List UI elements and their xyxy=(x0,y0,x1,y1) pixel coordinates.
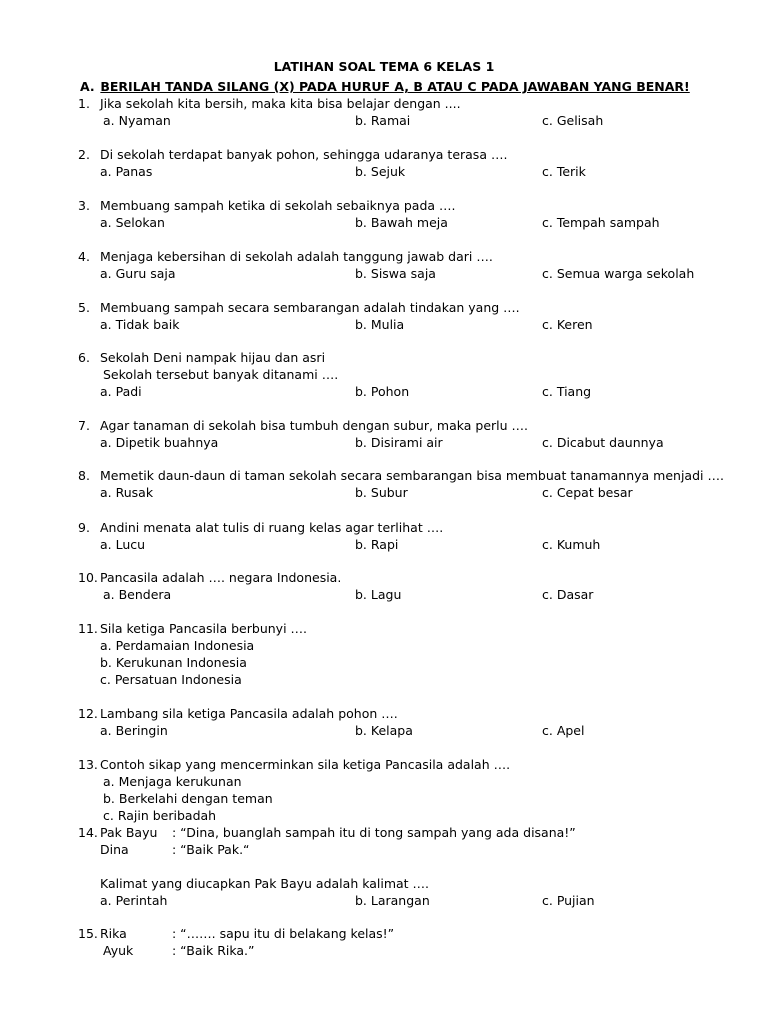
option-c[interactable]: c. Tempah sampah xyxy=(542,215,660,230)
question-text: Sila ketiga Pancasila berbunyi …. xyxy=(100,621,307,636)
option-b[interactable]: b. Ramai xyxy=(355,113,411,128)
dialogue-line-1: : “……. sapu itu di belakang kelas!” xyxy=(172,926,395,941)
dialogue-speaker-1: Rika xyxy=(100,926,127,941)
option-c[interactable]: c. Kumuh xyxy=(542,537,601,552)
question-number: 4. xyxy=(78,249,90,264)
question-text: Menjaga kebersihan di sekolah adalah tanggung jawab dari …. xyxy=(100,249,493,264)
option-a[interactable]: a. Panas xyxy=(100,164,153,179)
option-a[interactable]: a. Rusak xyxy=(100,485,154,500)
question-text-line-2: Sekolah tersebut banyak ditanami …. xyxy=(103,367,339,382)
question-number: 11. xyxy=(78,621,98,636)
question-text: Membuang sampah ketika di sekolah sebaiknya pada …. xyxy=(100,198,456,213)
option-b[interactable]: b. Sejuk xyxy=(355,164,406,179)
option-a[interactable]: a. Padi xyxy=(100,384,142,399)
option-a[interactable]: a. Lucu xyxy=(100,537,146,552)
option-b[interactable]: b. Berkelahi dengan teman xyxy=(103,791,273,806)
question-number: 15. xyxy=(78,926,98,941)
option-b[interactable]: b. Siswa saja xyxy=(355,266,436,281)
option-b[interactable]: b. Mulia xyxy=(355,317,405,332)
question-text: Pancasila adalah …. negara Indonesia. xyxy=(100,570,342,585)
question-number: 9. xyxy=(78,520,90,535)
question-9 xyxy=(78,519,718,553)
option-c[interactable]: c. Gelisah xyxy=(542,113,604,128)
question-number: 6. xyxy=(78,350,90,365)
option-a[interactable]: a. Perintah xyxy=(100,893,168,908)
option-b[interactable]: b. Disirami air xyxy=(355,435,443,450)
option-b[interactable]: b. Kelapa xyxy=(355,723,413,738)
dialogue-speaker-1: Pak Bayu xyxy=(100,825,158,840)
question-text: Lambang sila ketiga Pancasila adalah pohon …. xyxy=(100,706,398,721)
question-number: 12. xyxy=(78,706,98,721)
question-number: 2. xyxy=(78,147,90,162)
option-b[interactable]: b. Kerukunan Indonesia xyxy=(100,655,247,670)
dialogue-line-2: : “Baik Rika.” xyxy=(172,943,255,958)
question-number: 8. xyxy=(78,468,90,483)
question-text: Sekolah Deni nampak hijau dan asri xyxy=(100,350,326,365)
question-10 xyxy=(78,569,718,603)
dialogue-speaker-2: Dina xyxy=(100,842,129,857)
question-text: Agar tanaman di sekolah bisa tumbuh dengan subur, maka perlu …. xyxy=(100,418,529,433)
option-a[interactable]: a. Dipetik buahnya xyxy=(100,435,219,450)
option-c[interactable]: c. Tiang xyxy=(542,384,592,399)
section-label: A. xyxy=(80,79,95,94)
option-a[interactable]: a. Perdamaian Indonesia xyxy=(100,638,255,653)
option-b[interactable]: b. Bawah meja xyxy=(355,215,448,230)
question-text: Contoh sikap yang mencerminkan sila ketiga Pancasila adalah …. xyxy=(100,757,511,772)
question-13 xyxy=(78,756,718,824)
question-7 xyxy=(78,417,718,451)
option-c[interactable]: c. Persatuan Indonesia xyxy=(100,672,242,687)
question-text: Kalimat yang diucapkan Pak Bayu adalah kalimat …. xyxy=(100,876,430,891)
option-c[interactable]: c. Rajin beribadah xyxy=(103,808,217,823)
option-a[interactable]: a. Nyaman xyxy=(103,113,171,128)
question-text: Membuang sampah secara sembarangan adalah tindakan yang …. xyxy=(100,300,520,315)
page-title: LATIHAN SOAL TEMA 6 KELAS 1 xyxy=(273,59,495,74)
option-b[interactable]: b. Larangan xyxy=(355,893,430,908)
option-b[interactable]: b. Pohon xyxy=(355,384,410,399)
option-c[interactable]: c. Terik xyxy=(542,164,586,179)
question-number: 5. xyxy=(78,300,90,315)
question-12 xyxy=(78,705,718,739)
option-c[interactable]: c. Apel xyxy=(542,723,585,738)
instruction-text: BERILAH TANDA SILANG (X) PADA HURUF A, B ATAU C PADA JAWABAN YANG BENAR! xyxy=(100,79,690,94)
question-2 xyxy=(78,146,718,180)
question-number: 10. xyxy=(78,570,98,585)
question-text: Memetik daun-daun di taman sekolah secara sembarangan bisa membuat tanamannya menjadi …. xyxy=(100,468,724,483)
option-c[interactable]: c. Pujian xyxy=(542,893,595,908)
dialogue-line-1: : “Dina, buanglah sampah itu di tong sampah yang ada disana!” xyxy=(172,825,576,840)
dialogue-line-2: : “Baik Pak.“ xyxy=(172,842,250,857)
question-4 xyxy=(78,248,718,282)
question-6 xyxy=(78,349,718,400)
question-text: Andini menata alat tulis di ruang kelas agar terlihat …. xyxy=(100,520,444,535)
question-5 xyxy=(78,299,718,333)
option-a[interactable]: a. Menjaga kerukunan xyxy=(103,774,242,789)
question-3 xyxy=(78,197,718,231)
question-1 xyxy=(78,95,718,129)
option-a[interactable]: a. Selokan xyxy=(100,215,165,230)
option-a[interactable]: a. Beringin xyxy=(100,723,168,738)
option-a[interactable]: a. Tidak baik xyxy=(100,317,180,332)
option-c[interactable]: c. Dicabut daunnya xyxy=(542,435,664,450)
option-b[interactable]: b. Subur xyxy=(355,485,408,500)
question-number: 3. xyxy=(78,198,90,213)
option-c[interactable]: c. Cepat besar xyxy=(542,485,633,500)
option-b[interactable]: b. Lagu xyxy=(355,587,402,602)
option-b[interactable]: b. Rapi xyxy=(355,537,399,552)
option-c[interactable]: c. Keren xyxy=(542,317,593,332)
question-8 xyxy=(78,467,724,501)
option-c[interactable]: c. Semua warga sekolah xyxy=(542,266,695,281)
question-number: 7. xyxy=(78,418,90,433)
question-number: 14. xyxy=(78,825,98,840)
dialogue-speaker-2: Ayuk xyxy=(103,943,134,958)
question-number: 1. xyxy=(78,96,90,111)
section-instruction xyxy=(80,78,690,95)
option-a[interactable]: a. Guru saja xyxy=(100,266,176,281)
question-11 xyxy=(78,620,718,688)
option-c[interactable]: c. Dasar xyxy=(542,587,594,602)
question-14 xyxy=(78,824,718,909)
question-text: Jika sekolah kita bersih, maka kita bisa belajar dengan .... xyxy=(100,96,461,111)
option-a[interactable]: a. Bendera xyxy=(103,587,172,602)
question-text: Di sekolah terdapat banyak pohon, sehingga udaranya terasa …. xyxy=(100,147,508,162)
question-15 xyxy=(78,925,718,959)
question-number: 13. xyxy=(78,757,98,772)
